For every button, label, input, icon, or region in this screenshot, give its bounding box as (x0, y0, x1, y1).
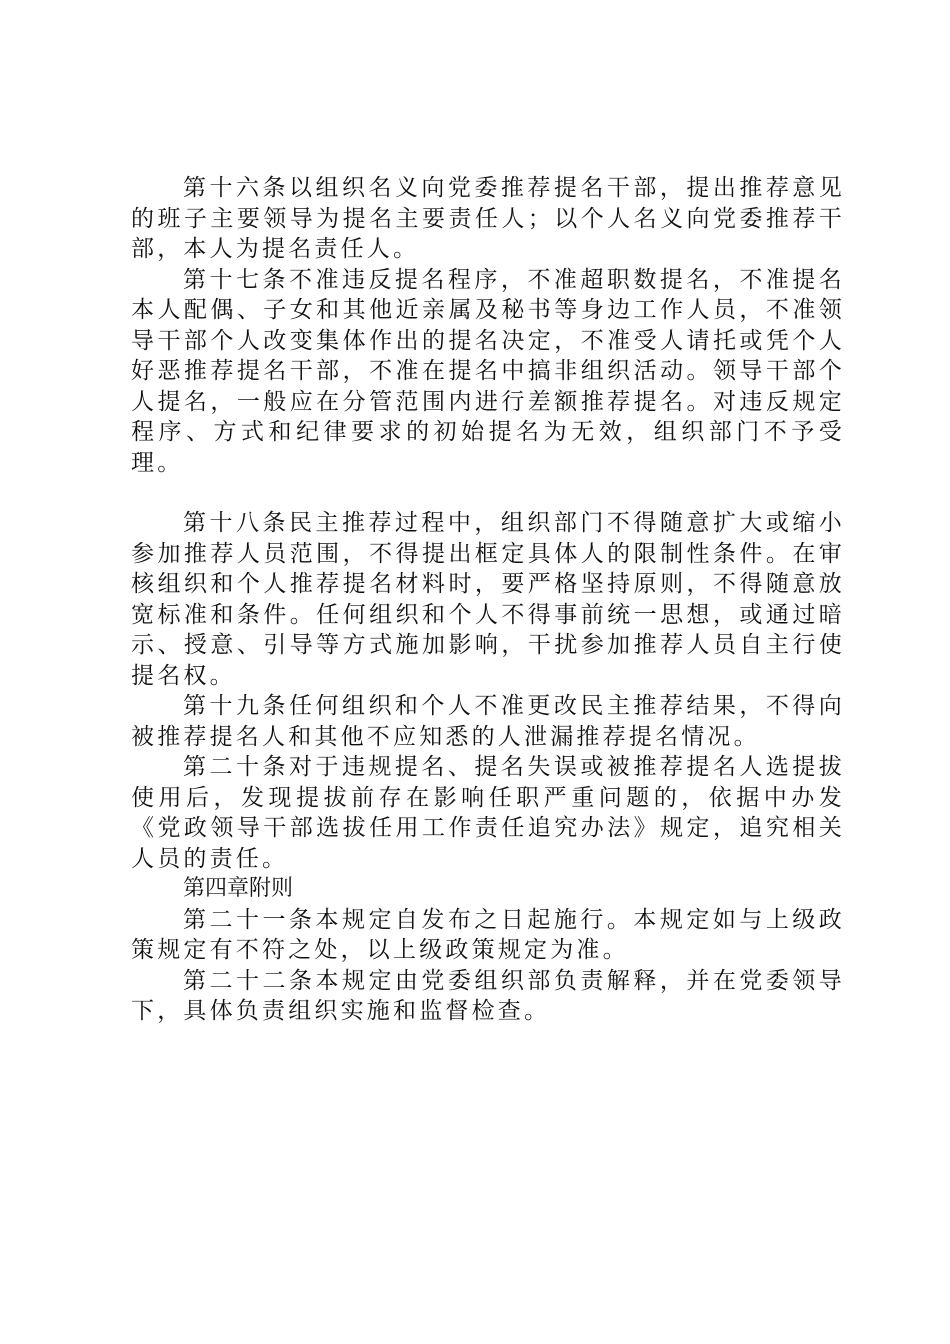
article-17-paragraph: 第十七条不准违反提名程序，不准超职数提名，不准提名本人配偶、子女和其他近亲属及秘书等身边工作人员，不准领导干部个人改变集体作出的提名决定，不准受人请托或凭个人好恶推荐提名干部，不准在提名中搞非组织活动。领导干部个人提名，一般应在分管范围内进行差额推荐提名。对违反规定程序、方式和纪律要求的初始提名为无效，组织部门不予受理。 (131, 266, 845, 476)
article-16-paragraph: 第十六条以组织名义向党委推荐提名干部，提出推荐意见的班子主要领导为提名主要责任人；以个人名义向党委推荐干部，本人为提名责任人。 (131, 175, 845, 262)
article-20-paragraph: 第二十条对于违规提名、提名失误或被推荐提名人选提拔使用后，发现提拔前存在影响任职严重问题的，依据中办发《党政领导干部选拔任用工作责任追究办法》规定，追究相关人员的责任。 (131, 754, 845, 872)
article-18-paragraph: 第十八条民主推荐过程中，组织部门不得随意扩大或缩小参加推荐人员范围，不得提出框定具体人的限制性条件。在审核组织和个人推荐提名材料时，要严格坚持原则，不得随意放宽标准和条件。任何组织和个人不得事前统一思想，或通过暗示、授意、引导等方式施加影响，干扰参加推荐人员自主行使提名权。 (131, 510, 845, 689)
chapter-heading: 第四章附则 (183, 876, 294, 901)
article-22-paragraph: 第二十二条本规定由党委组织部负责解释，并在党委领导下，具体负责组织实施和监督检查。 (131, 967, 845, 1024)
document-body (131, 173, 845, 1027)
article-21-paragraph: 第二十一条本规定自发布之日起施行。本规定如与上级政策规定有不符之处，以上级政策规定为准。 (131, 906, 845, 963)
article-19-paragraph: 第十九条任何组织和个人不准更改民主推荐结果，不得向被推荐提名人和其他不应知悉的人泄漏推荐提名情况。 (131, 693, 845, 750)
